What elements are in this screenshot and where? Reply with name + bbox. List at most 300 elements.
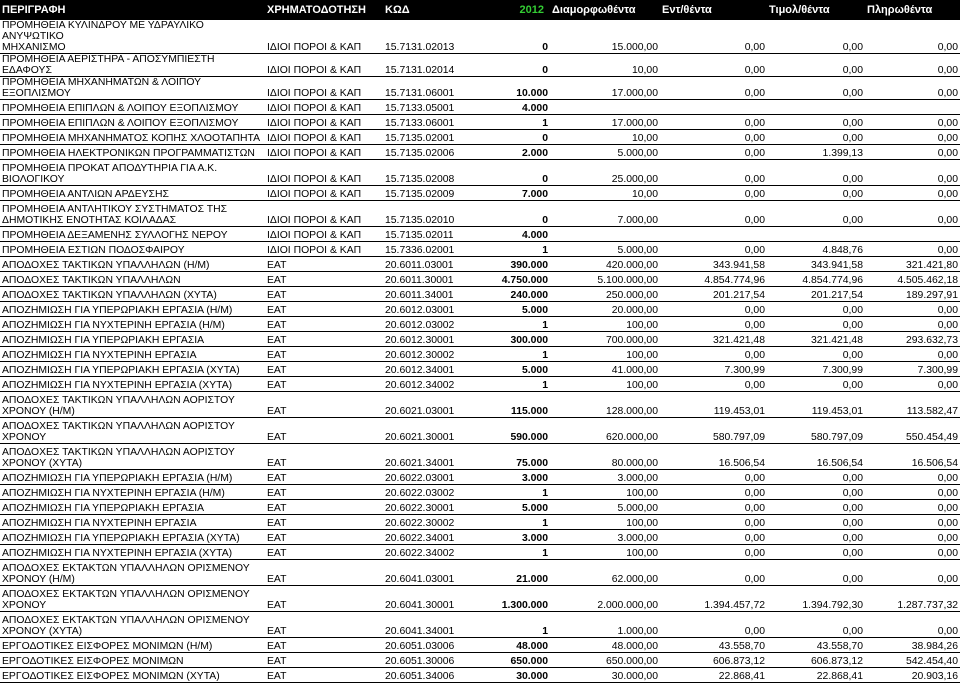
cell-code: 20.6022.34001	[383, 530, 498, 545]
cell-invoiced: 0,00	[767, 530, 865, 545]
cell-committed: 321.421,48	[660, 332, 767, 347]
header-code: ΚΩΔ	[383, 0, 498, 20]
cell-formed: 7.000,00	[550, 201, 660, 227]
cell-amount-2012: 5.000	[498, 500, 550, 515]
cell-committed: 7.300,99	[660, 362, 767, 377]
cell-committed: 1.394.457,72	[660, 586, 767, 612]
cell-invoiced: 7.300,99	[767, 362, 865, 377]
cell-amount-2012: 1	[498, 317, 550, 332]
cell-funding: ΕΑΤ	[265, 444, 383, 470]
cell-paid: 0,00	[865, 530, 960, 545]
cell-paid: 0,00	[865, 160, 960, 186]
cell-funding: ΕΑΤ	[265, 612, 383, 638]
cell-description: ΠΡΟΜΗΘΕΙΑ ΚΥΛΙΝΔΡΟΥ ΜΕ ΥΔΡΑΥΛΙΚΟ ΑΝΥΨΩΤΙΚΟ ΜΗΧΑΝΙΣΜΟ	[0, 20, 265, 54]
cell-description: ΑΠΟΖΗΜΙΩΣΗ ΓΙΑ ΝΥΧΤΕΡΙΝΗ ΕΡΓΑΣΙΑ (Η/Μ)	[0, 317, 265, 332]
cell-paid: 16.506,54	[865, 444, 960, 470]
cell-formed: 20.000,00	[550, 302, 660, 317]
cell-description: ΑΠΟΔΟΧΕΣ ΕΚΤΑΚΤΩΝ ΥΠΑΛΛΗΛΩΝ ΟΡΙΣΜΕΝΟΥ ΧΡΟΝΟΥ (Η/Μ)	[0, 560, 265, 586]
header-description: ΠΕΡΙΓΡΑΦΗ	[0, 0, 265, 20]
cell-description: ΑΠΟΖΗΜΙΩΣΗ ΓΙΑ ΥΠΕΡΩΡΙΑΚΗ ΕΡΓΑΣΙΑ (ΧΥΤΑ)	[0, 530, 265, 545]
cell-funding: ΙΔΙΟΙ ΠΟΡΟΙ & ΚΑΠ	[265, 227, 383, 242]
cell-funding: ΕΑΤ	[265, 317, 383, 332]
cell-description: ΠΡΟΜΗΘΕΙΑ ΑΝΤΛΗΤΙΚΟΥ ΣΥΣΤΗΜΑΤΟΣ ΤΗΣ ΔΗΜΟΤΙΚΗΣ ΕΝΟΤΗΤΑΣ ΚΟΙΛΑΔΑΣ	[0, 201, 265, 227]
cell-code: 20.6051.03006	[383, 638, 498, 653]
cell-amount-2012: 1	[498, 377, 550, 392]
cell-funding: ΙΔΙΟΙ ΠΟΡΟΙ & ΚΑΠ	[265, 100, 383, 115]
cell-amount-2012: 0	[498, 160, 550, 186]
cell-funding: ΙΔΙΟΙ ΠΟΡΟΙ & ΚΑΠ	[265, 20, 383, 54]
cell-invoiced: 1.399,13	[767, 145, 865, 160]
table-row	[0, 418, 960, 444]
cell-committed: 0,00	[660, 530, 767, 545]
cell-formed: 700.000,00	[550, 332, 660, 347]
cell-funding: ΕΑΤ	[265, 545, 383, 560]
cell-paid: 4.505.462,18	[865, 272, 960, 287]
cell-formed: 5.000,00	[550, 500, 660, 515]
cell-invoiced: 0,00	[767, 515, 865, 530]
cell-invoiced: 0,00	[767, 317, 865, 332]
cell-committed: 0,00	[660, 115, 767, 130]
cell-amount-2012: 21.000	[498, 560, 550, 586]
cell-description: ΠΡΟΜΗΘΕΙΑ ΕΠΙΠΛΩΝ & ΛΟΙΠΟΥ ΕΞΟΠΛΙΣΜΟΥ	[0, 100, 265, 115]
cell-funding: ΕΑΤ	[265, 586, 383, 612]
table-row	[0, 201, 960, 227]
cell-description: ΑΠΟΔΟΧΕΣ ΤΑΚΤΙΚΩΝ ΥΠΑΛΛΗΛΩΝ ΑΟΡΙΣΤΟΥ ΧΡΟΝΟΥ (ΧΥΤΑ)	[0, 444, 265, 470]
cell-code: 20.6051.34006	[383, 668, 498, 683]
cell-code: 20.6021.34001	[383, 444, 498, 470]
cell-code: 20.6041.03001	[383, 560, 498, 586]
cell-paid	[865, 100, 960, 115]
cell-funding: ΕΑΤ	[265, 347, 383, 362]
cell-funding: ΕΑΤ	[265, 362, 383, 377]
cell-amount-2012: 590.000	[498, 418, 550, 444]
cell-formed: 100,00	[550, 485, 660, 500]
cell-code: 15.7135.02010	[383, 201, 498, 227]
cell-committed: 16.506,54	[660, 444, 767, 470]
cell-formed: 10,00	[550, 54, 660, 77]
cell-invoiced: 343.941,58	[767, 257, 865, 272]
cell-committed	[660, 100, 767, 115]
table-row	[0, 485, 960, 500]
cell-funding: ΕΑΤ	[265, 515, 383, 530]
cell-amount-2012: 10.000	[498, 77, 550, 100]
cell-paid: 0,00	[865, 485, 960, 500]
cell-formed	[550, 227, 660, 242]
cell-amount-2012: 4.750.000	[498, 272, 550, 287]
table-row	[0, 377, 960, 392]
table-row	[0, 612, 960, 638]
cell-committed: 0,00	[660, 160, 767, 186]
cell-description: ΕΡΓΟΔΟΤΙΚΕΣ ΕΙΣΦΟΡΕΣ ΜΟΝΙΜΩΝ	[0, 653, 265, 668]
cell-funding: ΙΔΙΟΙ ΠΟΡΟΙ & ΚΑΠ	[265, 186, 383, 201]
cell-invoiced: 0,00	[767, 560, 865, 586]
cell-invoiced: 201.217,54	[767, 287, 865, 302]
cell-paid: 550.454,49	[865, 418, 960, 444]
cell-code: 15.7133.05001	[383, 100, 498, 115]
cell-funding: ΙΔΙΟΙ ΠΟΡΟΙ & ΚΑΠ	[265, 115, 383, 130]
cell-funding: ΕΑΤ	[265, 500, 383, 515]
cell-formed: 5.000,00	[550, 145, 660, 160]
cell-amount-2012: 1	[498, 347, 550, 362]
cell-code: 20.6012.30001	[383, 332, 498, 347]
header-formed: Διαμορφωθέντα	[550, 0, 660, 20]
cell-paid: 7.300,99	[865, 362, 960, 377]
cell-formed: 48.000,00	[550, 638, 660, 653]
cell-invoiced: 321.421,48	[767, 332, 865, 347]
table-row	[0, 668, 960, 683]
cell-code: 20.6051.30006	[383, 653, 498, 668]
cell-paid: 293.632,73	[865, 332, 960, 347]
cell-description: ΠΡΟΜΗΘΕΙΑ ΗΛΕΚΤΡΟΝΙΚΩΝ ΠΡΟΓΡΑΜΜΑΤΙΣΤΩΝ	[0, 145, 265, 160]
cell-amount-2012: 1	[498, 242, 550, 257]
cell-paid: 0,00	[865, 347, 960, 362]
cell-amount-2012: 75.000	[498, 444, 550, 470]
cell-description: ΠΡΟΜΗΘΕΙΑ ΜΗΧΑΝΗΜΑΤΩΝ & ΛΟΙΠΟΥ ΕΞΟΠΛΙΣΜΟΥ	[0, 77, 265, 100]
cell-committed: 0,00	[660, 470, 767, 485]
cell-committed	[660, 227, 767, 242]
table-row	[0, 545, 960, 560]
cell-code: 20.6022.03002	[383, 485, 498, 500]
cell-invoiced: 0,00	[767, 485, 865, 500]
cell-amount-2012: 1	[498, 515, 550, 530]
table-row	[0, 560, 960, 586]
cell-amount-2012: 48.000	[498, 638, 550, 653]
cell-paid: 0,00	[865, 560, 960, 586]
header-committed: Εντ/θέντα	[660, 0, 767, 20]
table-row	[0, 227, 960, 242]
cell-invoiced: 0,00	[767, 612, 865, 638]
cell-code: 15.7135.02011	[383, 227, 498, 242]
cell-description: ΑΠΟΖΗΜΙΩΣΗ ΓΙΑ ΥΠΕΡΩΡΙΑΚΗ ΕΡΓΑΣΙΑ	[0, 332, 265, 347]
cell-description: ΑΠΟΖΗΜΙΩΣΗ ΓΙΑ ΝΥΧΤΕΡΙΝΗ ΕΡΓΑΣΙΑ	[0, 347, 265, 362]
cell-description: ΑΠΟΖΗΜΙΩΣΗ ΓΙΑ ΥΠΕΡΩΡΙΑΚΗ ΕΡΓΑΣΙΑ (Η/Μ)	[0, 302, 265, 317]
cell-formed: 100,00	[550, 545, 660, 560]
cell-invoiced: 1.394.792,30	[767, 586, 865, 612]
cell-funding: ΕΑΤ	[265, 287, 383, 302]
cell-invoiced: 580.797,09	[767, 418, 865, 444]
table-row	[0, 515, 960, 530]
cell-code: 20.6022.30002	[383, 515, 498, 530]
table-row	[0, 145, 960, 160]
table-row	[0, 20, 960, 54]
cell-committed: 0,00	[660, 130, 767, 145]
cell-funding: ΙΔΙΟΙ ΠΟΡΟΙ & ΚΑΠ	[265, 145, 383, 160]
cell-committed: 0,00	[660, 612, 767, 638]
cell-code: 20.6022.30001	[383, 500, 498, 515]
cell-committed: 0,00	[660, 20, 767, 54]
cell-amount-2012: 240.000	[498, 287, 550, 302]
cell-invoiced: 0,00	[767, 470, 865, 485]
cell-committed: 0,00	[660, 186, 767, 201]
cell-description: ΠΡΟΜΗΘΕΙΑ ΕΠΙΠΛΩΝ & ΛΟΙΠΟΥ ΕΞΟΠΛΙΣΜΟΥ	[0, 115, 265, 130]
cell-formed: 100,00	[550, 347, 660, 362]
cell-paid: 0,00	[865, 201, 960, 227]
cell-formed: 3.000,00	[550, 470, 660, 485]
cell-paid: 0,00	[865, 500, 960, 515]
cell-description: ΑΠΟΔΟΧΕΣ ΕΚΤΑΚΤΩΝ ΥΠΑΛΛΗΛΩΝ ΟΡΙΣΜΕΝΟΥ ΧΡΟΝΟΥ (ΧΥΤΑ)	[0, 612, 265, 638]
table-row	[0, 100, 960, 115]
cell-amount-2012: 1	[498, 545, 550, 560]
cell-formed: 5.100.000,00	[550, 272, 660, 287]
cell-committed: 0,00	[660, 242, 767, 257]
table-row	[0, 362, 960, 377]
cell-amount-2012: 1	[498, 485, 550, 500]
cell-paid	[865, 227, 960, 242]
cell-invoiced: 0,00	[767, 160, 865, 186]
cell-description: ΠΡΟΜΗΘΕΙΑ ΑΝΤΛΙΩΝ ΑΡΔΕΥΣΗΣ	[0, 186, 265, 201]
cell-amount-2012: 7.000	[498, 186, 550, 201]
cell-committed: 43.558,70	[660, 638, 767, 653]
cell-committed: 343.941,58	[660, 257, 767, 272]
cell-code: 15.7131.02014	[383, 54, 498, 77]
cell-invoiced: 16.506,54	[767, 444, 865, 470]
cell-description: ΠΡΟΜΗΘΕΙΑ ΔΕΞΑΜΕΝΗΣ ΣΥΛΛΟΓΗΣ ΝΕΡΟΥ	[0, 227, 265, 242]
cell-code: 20.6012.03002	[383, 317, 498, 332]
cell-description: ΠΡΟΜΗΘΕΙΑ ΕΣΤΙΩΝ ΠΟΔΟΣΦΑΙΡΟΥ	[0, 242, 265, 257]
cell-funding: ΕΑΤ	[265, 418, 383, 444]
table-row	[0, 242, 960, 257]
cell-committed: 0,00	[660, 545, 767, 560]
cell-description: ΑΠΟΖΗΜΙΩΣΗ ΓΙΑ ΝΥΧΤΕΡΙΝΗ ΕΡΓΑΣΙΑ (Η/Μ)	[0, 485, 265, 500]
cell-amount-2012: 4.000	[498, 227, 550, 242]
cell-amount-2012: 0	[498, 201, 550, 227]
cell-formed: 30.000,00	[550, 668, 660, 683]
cell-paid: 542.454,40	[865, 653, 960, 668]
cell-funding: ΕΑΤ	[265, 257, 383, 272]
header-funding: ΧΡΗΜΑΤΟΔΟΤΗΣΗ	[265, 0, 383, 20]
cell-description: ΑΠΟΔΟΧΕΣ ΤΑΚΤΙΚΩΝ ΥΠΑΛΛΗΛΩΝ (ΧΥΤΑ)	[0, 287, 265, 302]
table-row	[0, 287, 960, 302]
table-row	[0, 77, 960, 100]
cell-code: 20.6012.03001	[383, 302, 498, 317]
cell-amount-2012: 300.000	[498, 332, 550, 347]
cell-funding: ΕΑΤ	[265, 377, 383, 392]
cell-paid: 113.582,47	[865, 392, 960, 418]
cell-code: 20.6041.30001	[383, 586, 498, 612]
cell-formed: 128.000,00	[550, 392, 660, 418]
cell-committed: 4.854.774,96	[660, 272, 767, 287]
cell-amount-2012: 115.000	[498, 392, 550, 418]
cell-description: ΑΠΟΔΟΧΕΣ ΤΑΚΤΙΚΩΝ ΥΠΑΛΛΗΛΩΝ ΑΟΡΙΣΤΟΥ ΧΡΟΝΟΥ (Η/Μ)	[0, 392, 265, 418]
cell-formed: 100,00	[550, 515, 660, 530]
cell-invoiced: 0,00	[767, 201, 865, 227]
cell-formed: 41.000,00	[550, 362, 660, 377]
cell-paid: 0,00	[865, 317, 960, 332]
cell-code: 20.6011.03001	[383, 257, 498, 272]
cell-description: ΕΡΓΟΔΟΤΙΚΕΣ ΕΙΣΦΟΡΕΣ ΜΟΝΙΜΩΝ (ΧΥΤΑ)	[0, 668, 265, 683]
table-row	[0, 130, 960, 145]
cell-code: 20.6022.34002	[383, 545, 498, 560]
cell-funding: ΙΔΙΟΙ ΠΟΡΟΙ & ΚΑΠ	[265, 201, 383, 227]
cell-invoiced: 606.873,12	[767, 653, 865, 668]
cell-code: 20.6021.03001	[383, 392, 498, 418]
table-row	[0, 302, 960, 317]
cell-formed: 420.000,00	[550, 257, 660, 272]
cell-formed	[550, 100, 660, 115]
header-year: 2012	[498, 0, 550, 20]
cell-committed: 0,00	[660, 515, 767, 530]
cell-code: 20.6012.34001	[383, 362, 498, 377]
cell-description: ΑΠΟΖΗΜΙΩΣΗ ΓΙΑ ΝΥΧΤΕΡΙΝΗ ΕΡΓΑΣΙΑ	[0, 515, 265, 530]
cell-amount-2012: 1	[498, 115, 550, 130]
cell-amount-2012: 3.000	[498, 530, 550, 545]
cell-formed: 1.000,00	[550, 612, 660, 638]
cell-invoiced: 0,00	[767, 347, 865, 362]
cell-description: ΑΠΟΖΗΜΙΩΣΗ ΓΙΑ ΥΠΕΡΩΡΙΑΚΗ ΕΡΓΑΣΙΑ	[0, 500, 265, 515]
cell-code: 20.6012.34002	[383, 377, 498, 392]
cell-funding: ΕΑΤ	[265, 302, 383, 317]
cell-funding: ΙΔΙΟΙ ΠΟΡΟΙ & ΚΑΠ	[265, 77, 383, 100]
cell-funding: ΕΑΤ	[265, 668, 383, 683]
table-row	[0, 54, 960, 77]
cell-invoiced: 22.868,41	[767, 668, 865, 683]
cell-committed: 0,00	[660, 500, 767, 515]
cell-code: 15.7131.02013	[383, 20, 498, 54]
table-row	[0, 530, 960, 545]
cell-description: ΑΠΟΖΗΜΙΩΣΗ ΓΙΑ ΥΠΕΡΩΡΙΑΚΗ ΕΡΓΑΣΙΑ (ΧΥΤΑ)	[0, 362, 265, 377]
cell-invoiced: 0,00	[767, 77, 865, 100]
cell-code: 15.7336.02001	[383, 242, 498, 257]
cell-invoiced	[767, 100, 865, 115]
cell-invoiced: 0,00	[767, 500, 865, 515]
cell-invoiced: 0,00	[767, 545, 865, 560]
cell-invoiced: 0,00	[767, 302, 865, 317]
cell-funding: ΙΔΙΟΙ ΠΟΡΟΙ & ΚΑΠ	[265, 130, 383, 145]
table-row	[0, 317, 960, 332]
cell-code: 15.7135.02008	[383, 160, 498, 186]
cell-committed: 606.873,12	[660, 653, 767, 668]
cell-paid: 0,00	[865, 145, 960, 160]
cell-committed: 201.217,54	[660, 287, 767, 302]
cell-committed: 0,00	[660, 54, 767, 77]
cell-amount-2012: 1	[498, 612, 550, 638]
cell-funding: ΕΑΤ	[265, 653, 383, 668]
table-row	[0, 272, 960, 287]
cell-code: 15.7135.02001	[383, 130, 498, 145]
cell-code: 15.7133.06001	[383, 115, 498, 130]
header-row	[0, 0, 960, 20]
table-row	[0, 470, 960, 485]
cell-paid: 0,00	[865, 612, 960, 638]
cell-invoiced: 0,00	[767, 20, 865, 54]
cell-paid: 0,00	[865, 515, 960, 530]
cell-invoiced: 0,00	[767, 130, 865, 145]
cell-funding: ΕΑΤ	[265, 638, 383, 653]
cell-committed: 0,00	[660, 77, 767, 100]
cell-description: ΑΠΟΔΟΧΕΣ ΤΑΚΤΙΚΩΝ ΥΠΑΛΛΗΛΩΝ (Η/Μ)	[0, 257, 265, 272]
cell-invoiced: 119.453,01	[767, 392, 865, 418]
cell-formed: 3.000,00	[550, 530, 660, 545]
cell-paid: 189.297,91	[865, 287, 960, 302]
cell-paid: 0,00	[865, 186, 960, 201]
table-row	[0, 186, 960, 201]
cell-committed: 0,00	[660, 317, 767, 332]
cell-paid: 0,00	[865, 54, 960, 77]
cell-formed: 17.000,00	[550, 77, 660, 100]
table-row	[0, 653, 960, 668]
cell-amount-2012: 5.000	[498, 362, 550, 377]
cell-code: 20.6011.34001	[383, 287, 498, 302]
header-paid: Πληρωθέντα	[865, 0, 960, 20]
cell-amount-2012: 0	[498, 20, 550, 54]
cell-amount-2012: 1.300.000	[498, 586, 550, 612]
cell-invoiced: 4.848,76	[767, 242, 865, 257]
cell-paid: 321.421,80	[865, 257, 960, 272]
cell-committed: 0,00	[660, 347, 767, 362]
cell-description: ΑΠΟΔΟΧΕΣ ΤΑΚΤΙΚΩΝ ΥΠΑΛΛΗΛΩΝ ΑΟΡΙΣΤΟΥ ΧΡΟΝΟΥ	[0, 418, 265, 444]
cell-paid: 20.903,16	[865, 668, 960, 683]
cell-code: 20.6041.34001	[383, 612, 498, 638]
cell-description: ΠΡΟΜΗΘΕΙΑ ΑΕΡΙΣΤΗΡΑ - ΑΠΟΣΥΜΠΙΕΣΤΗ ΕΔΑΦΟΥΣ	[0, 54, 265, 77]
cell-funding: ΙΔΙΟΙ ΠΟΡΟΙ & ΚΑΠ	[265, 242, 383, 257]
cell-description: ΕΡΓΟΔΟΤΙΚΕΣ ΕΙΣΦΟΡΕΣ ΜΟΝΙΜΩΝ (Η/Μ)	[0, 638, 265, 653]
cell-committed: 0,00	[660, 145, 767, 160]
cell-invoiced: 0,00	[767, 377, 865, 392]
cell-invoiced	[767, 227, 865, 242]
cell-formed: 2.000.000,00	[550, 586, 660, 612]
table-row	[0, 392, 960, 418]
cell-funding: ΙΔΙΟΙ ΠΟΡΟΙ & ΚΑΠ	[265, 54, 383, 77]
cell-paid: 0,00	[865, 20, 960, 54]
cell-funding: ΕΑΤ	[265, 470, 383, 485]
cell-committed: 580.797,09	[660, 418, 767, 444]
cell-formed: 250.000,00	[550, 287, 660, 302]
cell-amount-2012: 4.000	[498, 100, 550, 115]
cell-code: 20.6011.30001	[383, 272, 498, 287]
cell-amount-2012: 0	[498, 54, 550, 77]
cell-committed: 0,00	[660, 377, 767, 392]
table-row	[0, 347, 960, 362]
cell-funding: ΕΑΤ	[265, 332, 383, 347]
cell-funding: ΕΑΤ	[265, 272, 383, 287]
cell-amount-2012: 2.000	[498, 145, 550, 160]
cell-code: 20.6021.30001	[383, 418, 498, 444]
cell-paid: 0,00	[865, 377, 960, 392]
table-row	[0, 115, 960, 130]
table-row	[0, 444, 960, 470]
cell-amount-2012: 30.000	[498, 668, 550, 683]
cell-committed: 0,00	[660, 485, 767, 500]
cell-description: ΑΠΟΖΗΜΙΩΣΗ ΓΙΑ ΥΠΕΡΩΡΙΑΚΗ ΕΡΓΑΣΙΑ (Η/Μ)	[0, 470, 265, 485]
cell-code: 15.7131.06001	[383, 77, 498, 100]
cell-funding: ΙΔΙΟΙ ΠΟΡΟΙ & ΚΑΠ	[265, 160, 383, 186]
cell-code: 20.6012.30002	[383, 347, 498, 362]
cell-paid: 0,00	[865, 130, 960, 145]
cell-paid: 0,00	[865, 470, 960, 485]
cell-committed: 0,00	[660, 560, 767, 586]
cell-formed: 62.000,00	[550, 560, 660, 586]
cell-formed: 10,00	[550, 186, 660, 201]
cell-description: ΑΠΟΖΗΜΙΩΣΗ ΓΙΑ ΝΥΧΤΕΡΙΝΗ ΕΡΓΑΣΙΑ (ΧΥΤΑ)	[0, 545, 265, 560]
cell-amount-2012: 390.000	[498, 257, 550, 272]
cell-formed: 100,00	[550, 317, 660, 332]
cell-invoiced: 0,00	[767, 186, 865, 201]
cell-committed: 22.868,41	[660, 668, 767, 683]
cell-paid: 0,00	[865, 77, 960, 100]
cell-formed: 80.000,00	[550, 444, 660, 470]
cell-invoiced: 4.854.774,96	[767, 272, 865, 287]
cell-funding: ΕΑΤ	[265, 530, 383, 545]
cell-amount-2012: 5.000	[498, 302, 550, 317]
cell-invoiced: 0,00	[767, 54, 865, 77]
cell-paid: 1.287.737,32	[865, 586, 960, 612]
cell-code: 15.7135.02009	[383, 186, 498, 201]
cell-code: 20.6022.03001	[383, 470, 498, 485]
cell-amount-2012: 0	[498, 130, 550, 145]
cell-description: ΠΡΟΜΗΘΕΙΑ ΜΗΧΑΝΗΜΑΤΟΣ ΚΟΠΗΣ ΧΛΟΟΤΑΠΗΤΑ	[0, 130, 265, 145]
cell-paid: 38.984,26	[865, 638, 960, 653]
cell-amount-2012: 3.000	[498, 470, 550, 485]
